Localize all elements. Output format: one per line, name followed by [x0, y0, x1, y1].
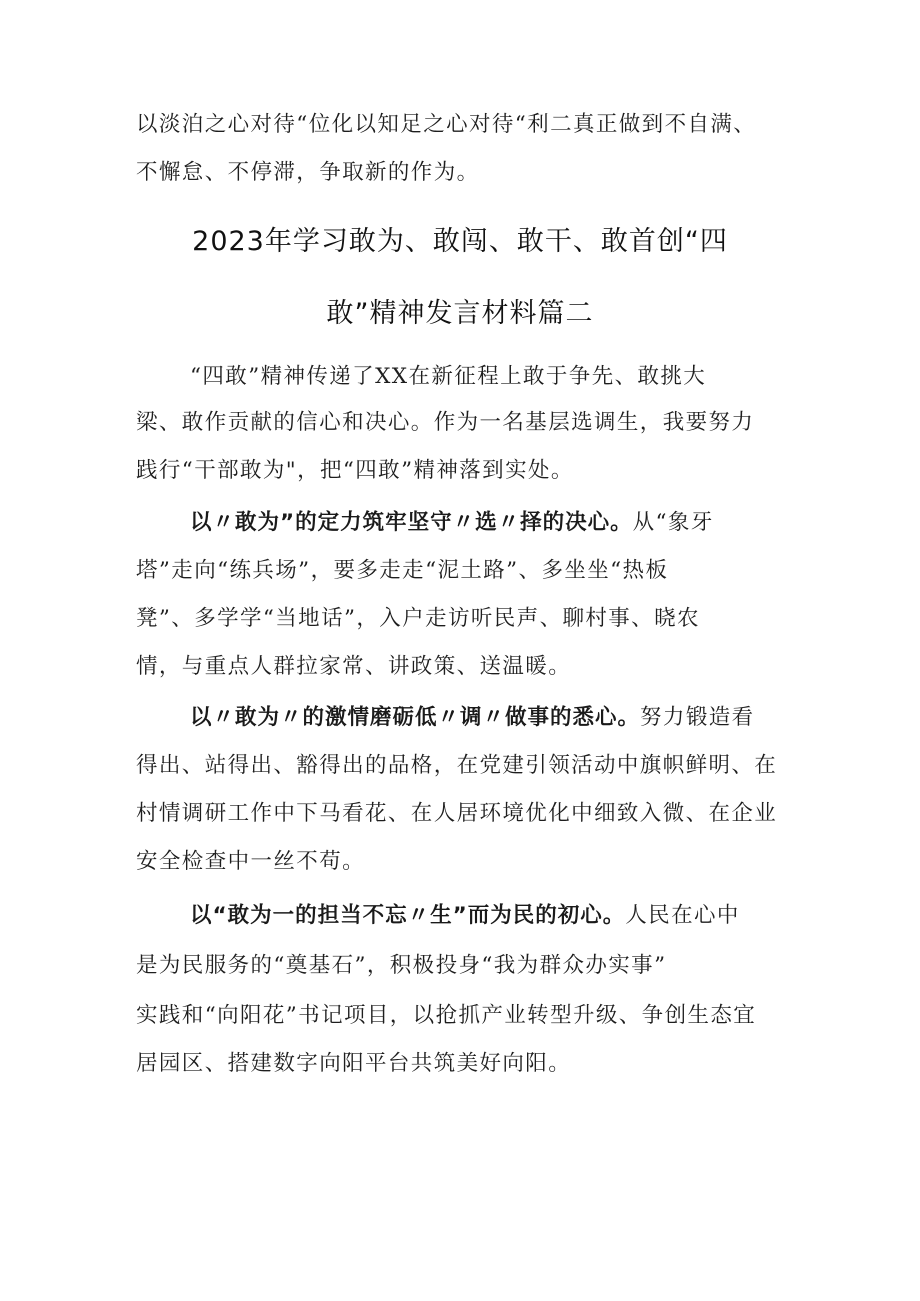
p4-line-4: 居园区、搭建数字向阳平台共筑美好向阳。 — [136, 1051, 572, 1076]
p1-line-2: 梁、敢作贡献的信心和决心。作为一名基层选调生，我要努力 — [136, 410, 755, 435]
intro-line-2: 不懈怠、不停滞，争取新的作为。 — [136, 160, 480, 185]
p1-line-3: 践行“干部敢为"，把“四敢”精神落到实处。 — [136, 458, 574, 483]
title-line-2: 敢”精神发言材料篇二 — [326, 298, 594, 329]
p2-line-4: 情，与重点人群拉家常、讲政策、送温暖。 — [136, 654, 572, 679]
p4-line-1-rest: 人民在心中 — [625, 903, 740, 928]
title-line-1: 2023年学习敢为、敢闯、敢干、敢首创“四 — [192, 226, 728, 257]
p3-line-3: 村情调研工作中下马看花、在人居环境优化中细致入微、在企业 — [136, 801, 778, 826]
p1-line-1: “四敢”精神传递了XX在新征程上敢于争先、敢挑大 — [190, 364, 707, 389]
p3-lead-bold: 以〃敢为〃的激情磨砺低〃调〃做事的悉心。 — [190, 705, 641, 730]
p2-lead-bold: 以〃敢为”的定力筑牢坚守〃选〃择的决心。 — [190, 510, 633, 535]
p4-line-2: 是为民服务的“奠基石”，积极投身“我为群众办实事” — [136, 953, 667, 978]
p4-lead-bold: 以“敢为一的担当不忘〃生”而为民的初心。 — [190, 903, 626, 928]
p3-line-1-rest: 努力锻造看 — [640, 705, 755, 730]
p2-line-1 — [190, 508, 714, 538]
p4-line-3: 实践和“向阳花”书记项目，以抢抓产业转型升级、争创生态宜 — [136, 1003, 757, 1028]
p4-line-1 — [190, 901, 740, 931]
intro-line-1: 以淡泊之心对待“位化以知足之心对待“利二真正做到不自满、 — [136, 112, 757, 137]
p3-line-1 — [190, 703, 755, 733]
p3-line-4: 安全检查中一丝不苟。 — [136, 849, 366, 874]
p2-line-2: 塔”走向“练兵场”，要多走走“泥土路”、多坐坐“热板 — [136, 558, 669, 583]
p3-line-2: 得出、站得出、豁得出的品格，在党建引领活动中旗帜鲜明、在 — [136, 753, 778, 778]
p2-line-1-rest: 从“象牙 — [632, 510, 714, 535]
p2-line-3: 凳”、多学学“当地话”，入户走访听民声、聊村事、晓农 — [136, 606, 700, 631]
